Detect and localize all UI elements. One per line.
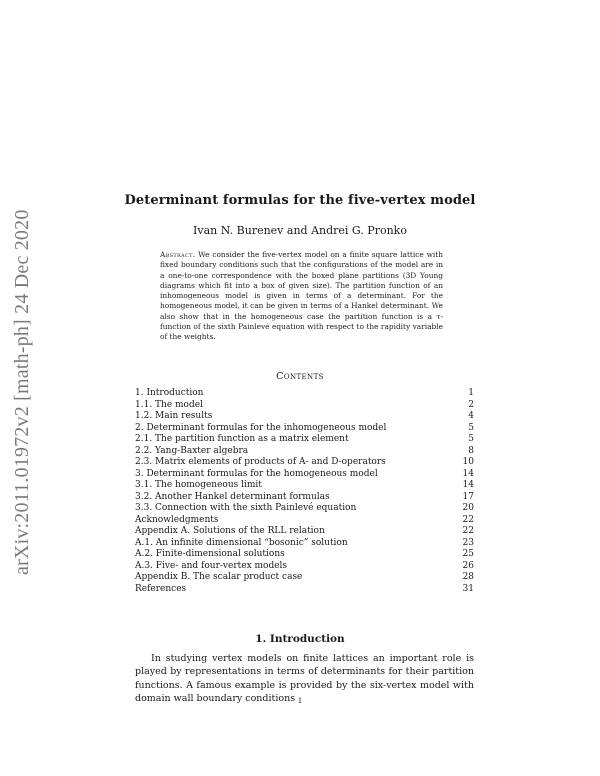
table-of-contents (135, 388, 474, 595)
toc-entry[interactable] (135, 457, 474, 469)
toc-entry[interactable] (135, 411, 474, 423)
abstract-text: We consider the five-vertex model on a finite square lattice with fixed boundary conditions such that the configurations of the model are in a one-to-one correspondence with the boxed plane partitions (3D Young diagrams which fit into a box of given size). The partition function of an inhomogeneous model is given in terms of a determinant. For the homogeneous model, it can be given in terms of a Hankel determinant. We also show that in the homogeneous case the partition function is a τ-function of the sixth Painlevé equation with respect to the rapidity variable of the weights. (160, 250, 443, 342)
toc-entry-page: 26 (462, 560, 474, 571)
toc-entry[interactable] (135, 469, 474, 481)
toc-entry-label: 1. Introduction (135, 388, 204, 398)
toc-entry-page: 28 (462, 572, 474, 582)
toc-entry-page: 14 (462, 468, 474, 479)
page-number: 1 (297, 696, 303, 705)
toc-entry-label: 1.1. The model (135, 399, 203, 410)
toc-entry-label: References (135, 583, 187, 594)
toc-entry-label: 3. Determinant formulas for the homogeneous model (135, 468, 378, 479)
paper-authors: Ivan N. Burenev and Andrei G. Pronko (193, 224, 407, 237)
section-heading: 1. Introduction (255, 633, 345, 645)
toc-entry-page: 1 (468, 388, 474, 398)
toc-entry[interactable] (135, 538, 474, 550)
arxiv-stamp: arXiv:2011.01972v2 [math-ph] 24 Dec 2020 (11, 209, 33, 575)
toc-entry[interactable] (135, 434, 474, 446)
toc-entry-page: 2 (468, 399, 474, 410)
toc-entry-page: 22 (462, 514, 474, 525)
toc-entry-label: 3.2. Another Hankel determinant formulas (135, 491, 330, 502)
section-body-text: In studying vertex models on finite lattices an important role is played by representations in terms of determinants for their partition functions. A famous example is provided by the six-vertex model with domain wall boundary conditions (135, 653, 474, 704)
toc-entry[interactable] (135, 480, 474, 492)
toc-entry[interactable] (135, 515, 474, 527)
toc-entry-page: 17 (462, 491, 474, 502)
toc-entry-page: 23 (462, 537, 474, 548)
toc-entry-page: 5 (468, 422, 474, 433)
contents-heading: Contents (276, 371, 324, 382)
toc-entry-label: 3.3. Connection with the sixth Painlevé equation (135, 503, 357, 513)
toc-entry-page: 22 (462, 526, 474, 536)
toc-entry-label: Acknowledgments (135, 514, 219, 525)
toc-entry[interactable] (135, 549, 474, 561)
toc-entry[interactable] (135, 503, 474, 515)
toc-entry-label: 2.1. The partition function as a matrix element (135, 434, 349, 444)
toc-entry-page: 5 (468, 434, 474, 444)
toc-entry[interactable] (135, 561, 474, 573)
toc-entry[interactable] (135, 446, 474, 458)
toc-entry-label: 2. Determinant formulas for the inhomogeneous model (135, 422, 387, 433)
toc-entry[interactable] (135, 572, 474, 584)
toc-entry[interactable] (135, 584, 474, 596)
toc-entry-label: Appendix A. Solutions of the RLL relation (135, 526, 325, 536)
toc-entry-label: 1.2. Main results (135, 411, 213, 421)
toc-entry[interactable] (135, 492, 474, 504)
toc-entry-label: 3.1. The homogeneous limit (135, 480, 262, 490)
toc-entry-page: 31 (462, 583, 474, 594)
toc-entry-label: Appendix B. The scalar product case (135, 572, 303, 582)
toc-entry-page: 8 (468, 445, 474, 456)
abstract-label: Abstract. (160, 250, 196, 259)
toc-entry-page: 14 (462, 480, 474, 490)
toc-entry-label: A.3. Five- and four-vertex models (135, 560, 288, 571)
paper-title: Determinant formulas for the five-vertex model (124, 193, 476, 208)
toc-entry-label: A.1. An infinite dimensional “bosonic” solution (135, 537, 348, 548)
toc-entry-label: A.2. Finite-dimensional solutions (135, 549, 285, 559)
toc-entry-page: 10 (462, 457, 474, 467)
toc-entry-label: 2.2. Yang-Baxter algebra (135, 445, 249, 456)
toc-entry-label: 2.3. Matrix elements of products of A- and D-operators (135, 457, 386, 467)
toc-entry[interactable] (135, 423, 474, 435)
toc-entry-page: 25 (462, 549, 474, 559)
toc-entry[interactable] (135, 400, 474, 412)
toc-entry-page: 20 (462, 503, 474, 513)
toc-entry-page: 4 (468, 411, 474, 421)
toc-entry[interactable] (135, 526, 474, 538)
abstract (160, 250, 443, 343)
toc-entry[interactable] (135, 388, 474, 400)
